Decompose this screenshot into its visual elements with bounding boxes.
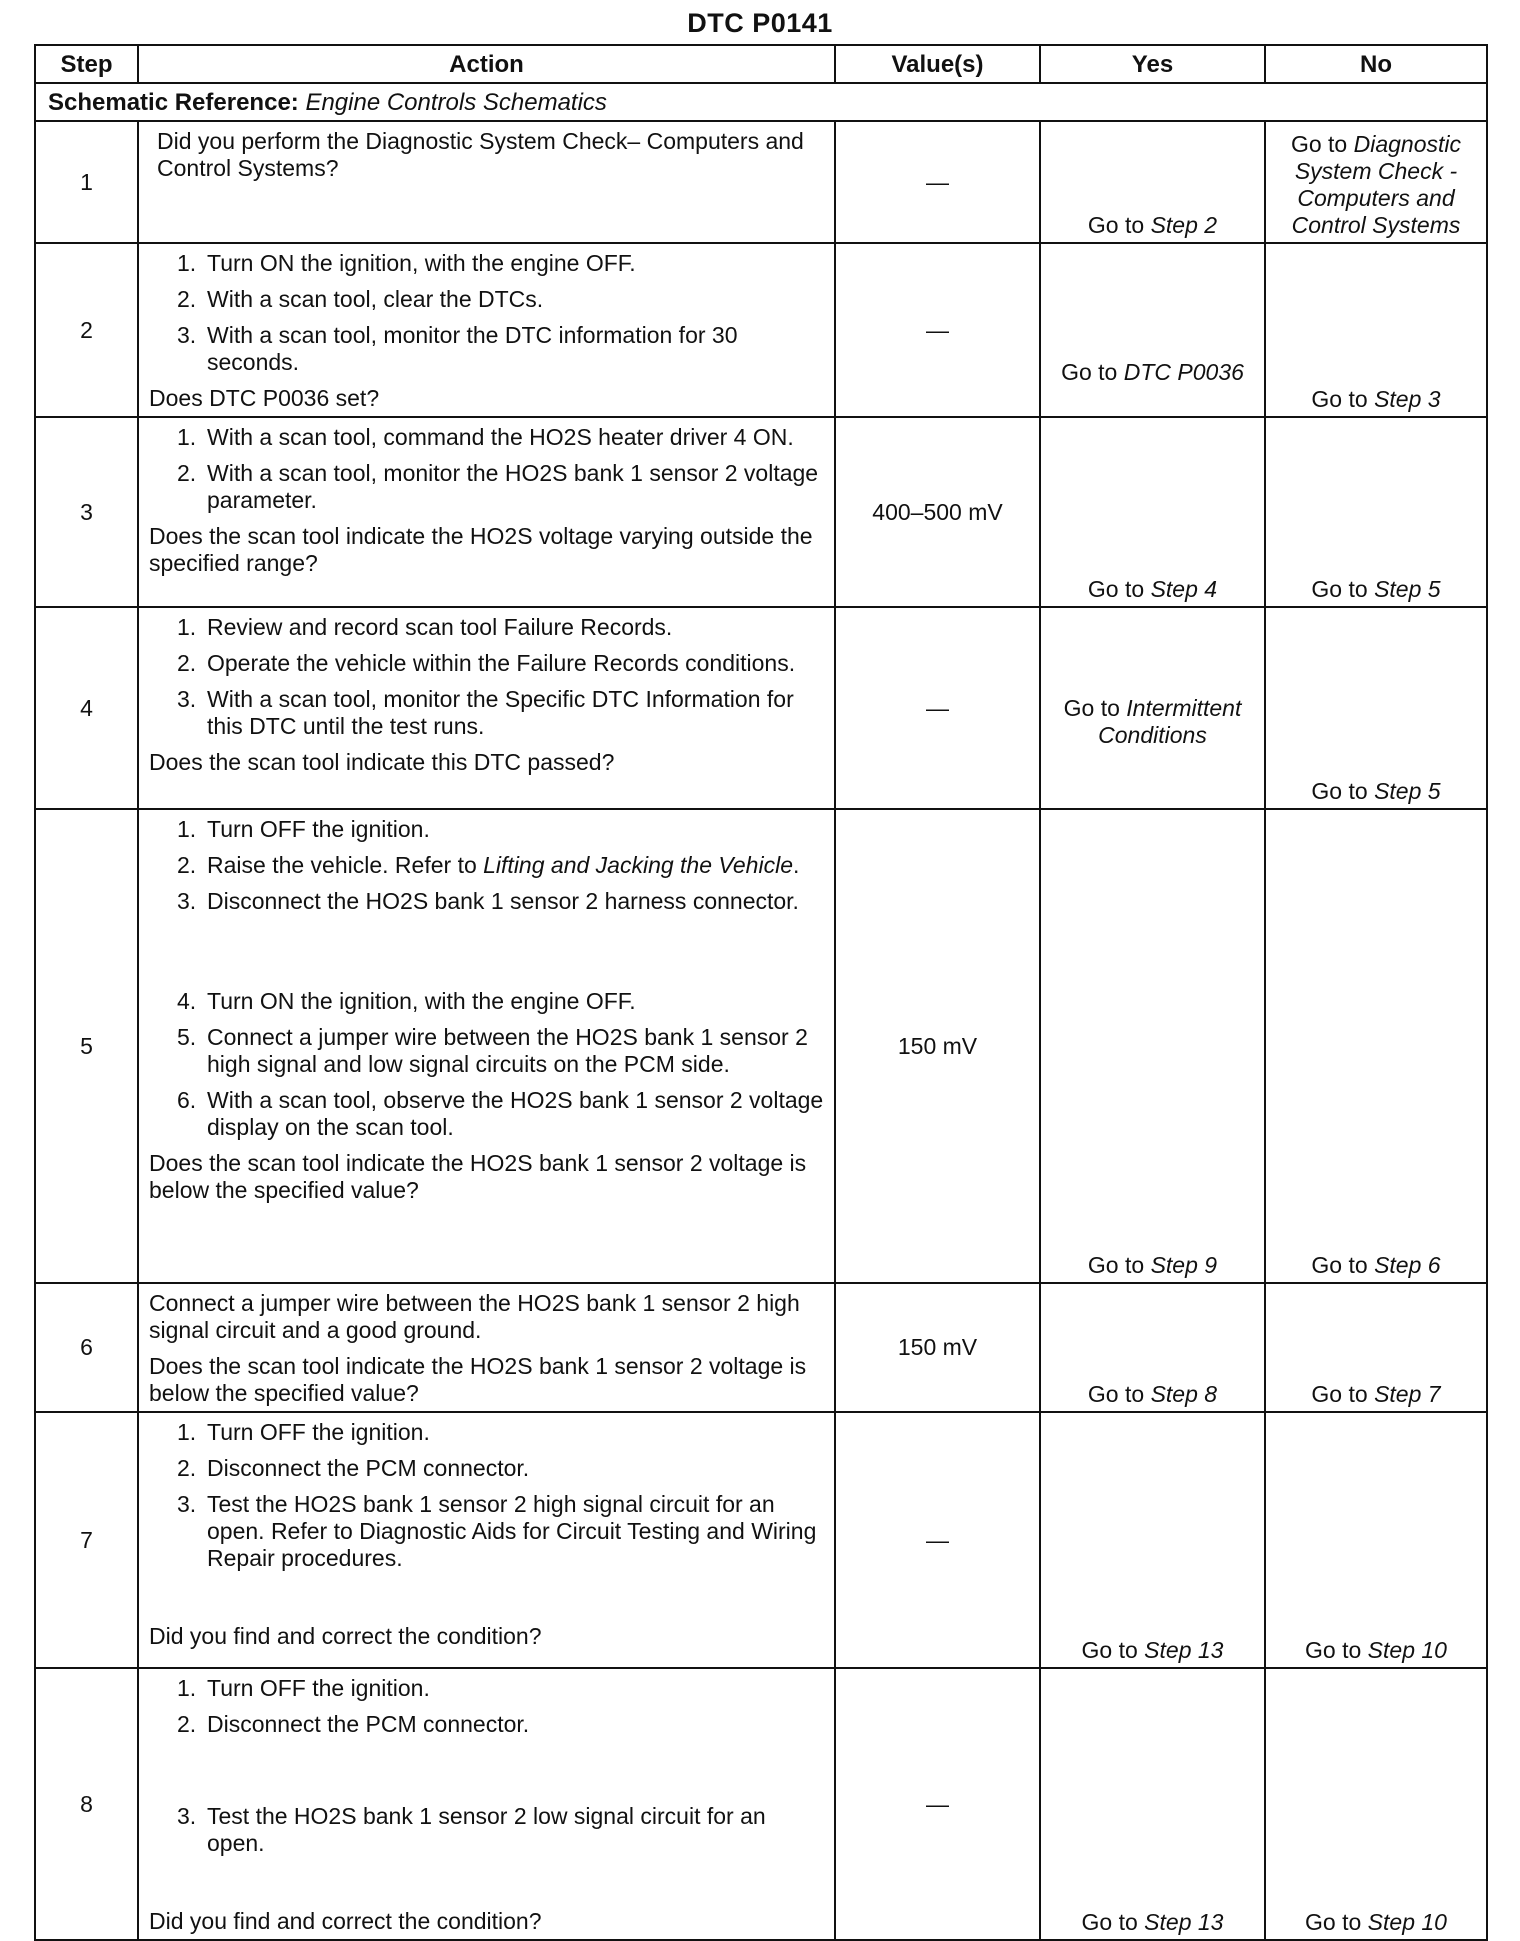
question: Does the scan tool indicate this DTC passed? <box>149 749 615 775</box>
question: Does the scan tool indicate the HO2S voltage varying outside the specified range? <box>149 523 813 576</box>
value-cell: 400–500 mV <box>835 417 1040 607</box>
schematic-ref: Engine Controls Schematics <box>305 88 607 116</box>
yes-ref: Step 2 <box>1150 212 1218 238</box>
step-number: 5 <box>35 809 138 1283</box>
step-number: 6 <box>35 1283 138 1412</box>
list-item: 5. Connect a jumper wire between the HO2S bank 1 sensor 2 high signal and low signal circuits on the PCM side. <box>177 1024 808 1077</box>
yes-ref: Step 4 <box>1150 576 1218 602</box>
no-ref: Diagnostic System Check - Computers and Control Systems <box>1291 131 1462 238</box>
step-number: 1 <box>35 121 138 243</box>
yes-cell: Go to Intermittent Conditions <box>1040 607 1265 809</box>
list-item: 2. With a scan tool, clear the DTCs. <box>177 286 544 312</box>
yes-ref: Step 8 <box>1150 1381 1218 1407</box>
table-row <box>35 1668 1487 1940</box>
schematic-row <box>35 83 1487 121</box>
value-cell: — <box>835 607 1040 809</box>
no-ref: Step 10 <box>1367 1637 1447 1663</box>
action-cell <box>138 1283 835 1412</box>
no-cell: Go to Step 5 <box>1265 417 1487 607</box>
list-item: 6. With a scan tool, observe the HO2S bank 1 sensor 2 voltage display on the scan tool. <box>177 1087 824 1140</box>
no-ref: Step 6 <box>1374 1252 1441 1278</box>
header-yes: Yes <box>1040 45 1265 83</box>
question: Does the scan tool indicate the HO2S bank 1 sensor 2 voltage is below the specified value? <box>149 1353 807 1406</box>
action-text: Did you perform the Diagnostic System Check– Computers and Control Systems? <box>157 128 804 181</box>
list-item: 1. With a scan tool, command the HO2S heater driver 4 ON. <box>177 424 794 450</box>
step-number: 2 <box>35 243 138 417</box>
header-no: No <box>1265 45 1487 83</box>
schematic-label: Schematic Reference: <box>48 88 299 116</box>
list-item: 1. Turn ON the ignition, with the engine OFF. <box>177 250 636 276</box>
list-item: 2. Raise the vehicle. Refer to Lifting and Jacking the Vehicle. <box>177 852 800 878</box>
step-number: 3 <box>35 417 138 607</box>
list-item: 2. Operate the vehicle within the Failure Records conditions. <box>177 650 796 676</box>
page-title: DTC P0141 <box>687 8 833 38</box>
spacer <box>149 1581 824 1621</box>
no-cell: Go to Step 7 <box>1265 1283 1487 1412</box>
no-ref: Step 5 <box>1374 778 1441 804</box>
yes-cell: Go to Step 9 <box>1040 809 1265 1283</box>
table-row <box>35 417 1487 607</box>
value-cell: 150 mV <box>835 1283 1040 1412</box>
value-cell: 150 mV <box>835 809 1040 1283</box>
action-cell <box>138 121 835 243</box>
value-cell: — <box>835 1668 1040 1940</box>
no-ref: Step 3 <box>1374 386 1441 412</box>
list-item: 3. Test the HO2S bank 1 sensor 2 high signal circuit for an open. Refer to Diagnostic Aids for Circuit Testing and Wiring Repair procedures. <box>177 1491 817 1571</box>
no-cell: Go to Step 10 <box>1265 1412 1487 1668</box>
yes-cell: Go to Step 4 <box>1040 417 1265 607</box>
no-ref: Step 5 <box>1374 576 1441 602</box>
list-item: 1. Turn OFF the ignition. <box>177 816 430 842</box>
yes-cell: Go to Step 8 <box>1040 1283 1265 1412</box>
yes-ref: Step 9 <box>1150 1252 1218 1278</box>
list-item: 1. Turn OFF the ignition. <box>177 1675 430 1701</box>
yes-ref: Step 13 <box>1144 1637 1224 1663</box>
no-cell: Go to Diagnostic System Check - Computers and Control Systems <box>1265 121 1487 243</box>
no-cell: Go to Step 5 <box>1265 607 1487 809</box>
list-item: 2. Disconnect the PCM connector. <box>177 1711 530 1737</box>
yes-cell: Go to Step 2 <box>1040 121 1265 243</box>
spacer <box>149 924 824 988</box>
list-item: 1. Review and record scan tool Failure Records. <box>177 614 673 640</box>
header-step: Step <box>35 45 138 83</box>
question: Did you find and correct the condition? <box>149 1623 542 1649</box>
question: Did you find and correct the condition? <box>149 1908 542 1934</box>
list-item: 3. With a scan tool, monitor the Specific DTC Information for this DTC until the test runs. <box>177 686 794 739</box>
table-row <box>35 1412 1487 1668</box>
question: Does DTC P0036 set? <box>149 385 380 411</box>
value-cell: — <box>835 1412 1040 1668</box>
list-item: 4. Turn ON the ignition, with the engine OFF. <box>177 988 636 1014</box>
question: Does the scan tool indicate the HO2S bank 1 sensor 2 voltage is below the specified value? <box>149 1150 807 1203</box>
schematic-reference <box>35 83 1487 121</box>
list-item: 3. Test the HO2S bank 1 sensor 2 low signal circuit for an open. <box>177 1803 766 1856</box>
list-item: 1. Turn OFF the ignition. <box>177 1419 430 1445</box>
yes-ref: DTC P0036 <box>1123 359 1244 385</box>
action-cell <box>138 809 835 1283</box>
lifting-ref: Lifting and Jacking the Vehicle <box>483 852 793 878</box>
yes-ref: Intermittent Conditions <box>1098 694 1242 748</box>
table-row <box>35 121 1487 243</box>
no-cell: Go to Step 10 <box>1265 1668 1487 1940</box>
value-cell: — <box>835 243 1040 417</box>
no-cell: Go to Step 3 <box>1265 243 1487 417</box>
yes-cell: Go to Step 13 <box>1040 1668 1265 1940</box>
header-row <box>35 45 1487 83</box>
no-ref: Step 7 <box>1374 1381 1441 1407</box>
step-number: 4 <box>35 607 138 809</box>
table-row <box>35 809 1487 1283</box>
table-row <box>35 243 1487 417</box>
list-item: 2. With a scan tool, monitor the HO2S bank 1 sensor 2 voltage parameter. <box>177 460 819 513</box>
list-item: 3. With a scan tool, monitor the DTC information for 30 seconds. <box>177 322 738 375</box>
yes-cell: Go to DTC P0036 <box>1040 243 1265 417</box>
list-item: 2. Disconnect the PCM connector. <box>177 1455 530 1481</box>
action-cell <box>138 607 835 809</box>
action-text: Connect a jumper wire between the HO2S bank 1 sensor 2 high signal circuit and a good ground. <box>149 1290 800 1343</box>
action-cell <box>138 243 835 417</box>
no-cell: Go to Step 6 <box>1265 809 1487 1283</box>
diagnostic-table <box>34 44 1488 1941</box>
spacer <box>149 1747 824 1803</box>
table-row <box>35 607 1487 809</box>
action-cell <box>138 417 835 607</box>
step-number: 8 <box>35 1668 138 1940</box>
spacer <box>149 1866 824 1906</box>
header-action: Action <box>138 45 835 83</box>
action-cell <box>138 1412 835 1668</box>
yes-ref: Step 13 <box>1144 1909 1224 1935</box>
value-cell: — <box>835 121 1040 243</box>
list-item: 3. Disconnect the HO2S bank 1 sensor 2 harness connector. <box>177 888 799 914</box>
step-number: 7 <box>35 1412 138 1668</box>
action-cell <box>138 1668 835 1940</box>
table-row <box>35 1283 1487 1412</box>
yes-cell: Go to Step 13 <box>1040 1412 1265 1668</box>
header-values: Value(s) <box>835 45 1040 83</box>
no-ref: Step 10 <box>1367 1909 1447 1935</box>
